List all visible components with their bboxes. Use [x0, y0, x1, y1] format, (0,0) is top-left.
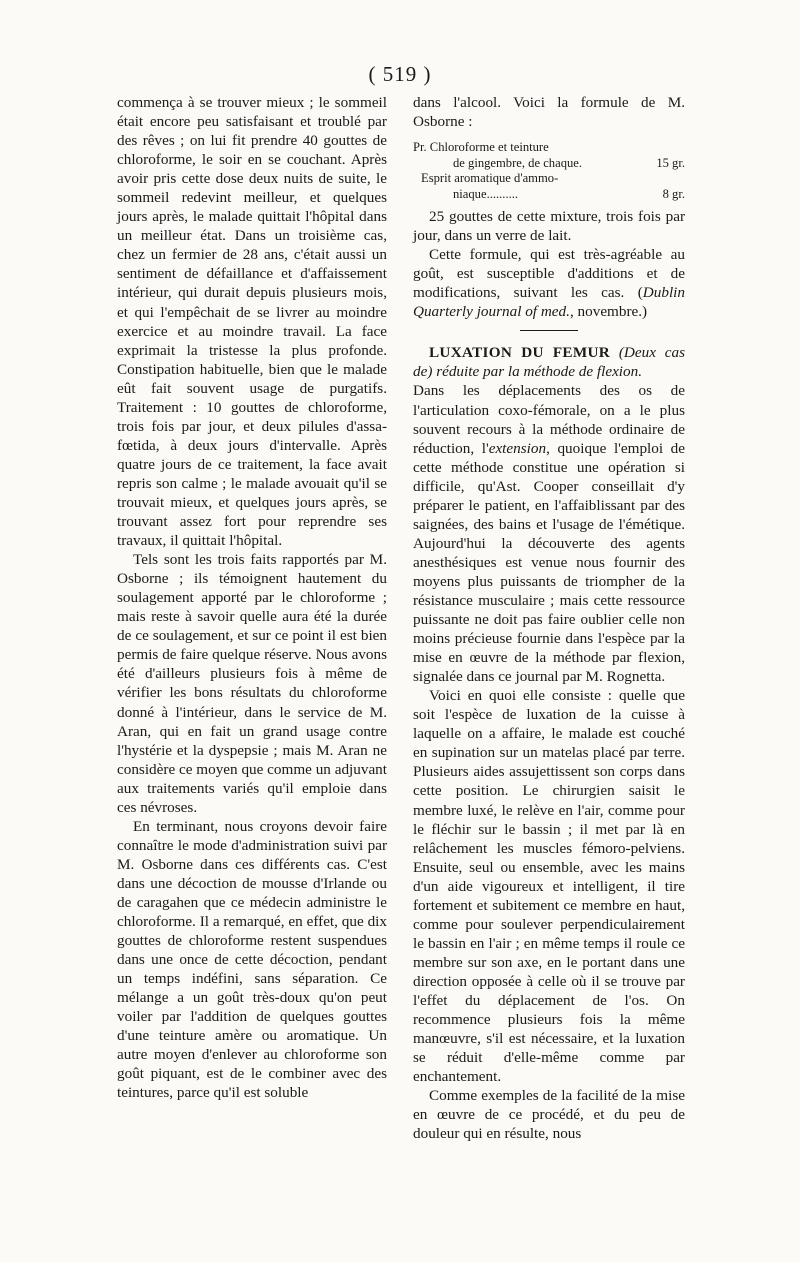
right-paragraph-continued: dans l'alcool. Voici la formule de M. Osborne : [413, 94, 685, 131]
right-column [413, 93, 685, 1143]
formula-block [413, 140, 685, 202]
left-paragraph-osborne-summary: Tels sont les trois faits rapportés par M. Osborne ; ils témoignent hautement du soulagement apporté par le chloroforme ; mais reste à savoir quelle aura été la durée de ce soulagement, et sur ce point il est bien permis de faire quelque réserve. Nous avons été d'ailleurs plusieurs fois à même de vérifier les bons résultats du chloroforme donné à l'intérieur, dans le service de M. Aran, qui en fait un grand usage contre l'hystérie et la dyspepsie ; mais M. Aran ne considère ce moyen que comme un adjuvant aux traitements variés qu'il emploie dans ces névroses. [117, 551, 387, 816]
formula-ingredient: Pr. Chloroforme et teinture [413, 140, 549, 155]
left-paragraph-administration: En terminant, nous croyons devoir faire connaître le mode d'administration suivi par M. Osborne dans ces différents cas. C'est dans une décoction de mousse d'Irlande ou de caragahen que ce médecin administre le chloroforme. Il a remarqué, en effet, que dix gouttes de chloroforme restent suspendues dans une once de cette décoction, pendant un temps indéfini, sans séparation. Ce mélange a un goût très-doux qu'on peut voiler par l'addition de quelques gouttes d'une teinture amère ou aromatique. Un autre moyen d'enlever au chloroforme son goût piquant, est de le combiner avec des teintures, parce qu'il est soluble [117, 817, 387, 1102]
section-divider [520, 330, 578, 331]
left-column [117, 93, 387, 1102]
formula-ingredient: niaque.......... [453, 186, 519, 201]
formula-line [413, 187, 685, 203]
luxation-intro-text-cont: , quoique l'emploi de cette méthode constitue une opération si difficile, qu'Ast. Cooper conseillait d'y préparer le patient, en l'affaiblissant par des saignées, des bains et l'usage de l'émétique. Aujourd'hui la découverte des agents anesthésiques est venue nous fournir des moyens plus puissants de triompher de la résistance musculaire ; mais cette ressource puissante ne doit pas faire oublier celle non moins précieuse fournie dans l'espèce par la mise en œuvre de la méthode par flexion, signalée dans ce journal par M. Rognetta. [413, 439, 686, 686]
right-paragraph-luxation-intro [413, 381, 685, 686]
formula-line [413, 140, 685, 156]
section-title: LUXATION DU FEMUR [429, 344, 611, 362]
right-paragraph-method: Voici en quoi elle consiste : quelle que soit l'espèce de luxation de la cuisse à laquelle on a affaire, le malade est couché en supination sur un matelas placé par terre. Plusieurs aides assujettissent son corps dans cette position. Le chirurgien saisit le membre luxé, le relève en l'air, comme pour le fléchir sur le bassin ; il met par là en relâchement les muscles fémoro-pelviens. Ensuite, seul ou ensemble, avec les mains d'un aide vigoureux et intelligent, il tire fortement et subitement ce membre en haut, comme pour soulever perpendiculairement le bassin en l'air ; en même temps il roule ce membre sur son axe, en le portant dans une direction opposée à celle où il se trouve par l'effet du déplacement de l'os. On recommence plusieurs fois la même manœuvre, s'il est nécessaire, et la luxation se réduit d'elle-même comme par enchantement. [413, 687, 685, 1086]
journal-citation: Dublin Quarterly journal of med. [413, 284, 685, 321]
formula-note-end: , novembre.) [569, 303, 648, 321]
luxation-intro-text: Dans les déplacements des os de l'articulation coxo-fémorale, on a le plus souvent recours à la méthode ordinaire de réduction, l' [413, 382, 685, 457]
left-paragraph-continued: commença à se trouver mieux ; le sommeil était encore peu satisfaisant et troublé par des rêves ; on lui fit prendre 40 gouttes de chloroforme, le soir en se couchant. Après avoir pris cette dose deux nuits de suite, le sommeil redevint meilleur, et quelques jours après, le malade quittait l'hôpital dans un meilleur état. Dans un troisième cas, chez un fermier de 28 ans, c'était aussi un sentiment de défaillance et d'affaissement intérieur, qui durait depuis plusieurs mois, et qui l'empêchait de se livrer au moindre exercice et au moindre travail. La face exprimait la tristesse la plus profonde. Constipation habituelle, bien que le malade eût fait souvent usage de purgatifs. Traitement : 10 gouttes de chloroforme, trois fois par jour, et deux pilules d'assa-fœtida, à deux jours d'intervalle. Après quatre jours de ce traitement, la face avait repris son calme ; le malade avouait qu'il se trouvait mieux, et quelques jours après, se trouvant assez fort pour reprendre ses travaux, il quittait l'hôpital. [117, 94, 387, 550]
right-paragraph-dosage: 25 gouttes de cette mixture, trois fois par jour, dans un verre de lait. [413, 208, 685, 245]
formula-quantity: 15 gr. [656, 155, 685, 170]
formula-ingredient: Esprit aromatique d'ammo- [421, 171, 559, 186]
section-heading [413, 343, 685, 381]
formula-note-text: Cette formule, qui est très-agréable au goût, est susceptible d'additions et de modifications, suivant les cas. ( [413, 246, 685, 302]
page-number: ( 519 ) [368, 62, 432, 86]
formula-line [413, 171, 685, 187]
extension-term: extension [488, 439, 547, 457]
right-paragraph-formula-note [413, 245, 685, 321]
right-paragraph-examples: Comme exemples de la facilité de la mise en œuvre de ce procédé, et du peu de douleur qui en résulte, nous [413, 1087, 685, 1143]
formula-quantity: 8 gr. [662, 186, 685, 201]
formula-line [413, 156, 685, 172]
section-subtitle: (Deux cas de) réduite par la méthode de flexion. [413, 344, 685, 381]
formula-ingredient: de gingembre, de chaque. [453, 155, 583, 170]
